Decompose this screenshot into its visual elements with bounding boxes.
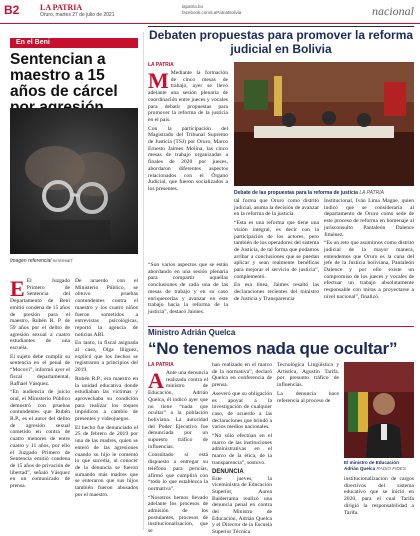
paragraph: Consultado si está dispuesto a entregar su teléfono para pericias, afirmó que cumplirá con “todo lo que establezca la normativa”. [148,452,208,492]
brand-facebook: facebook.com/LaPatriaBolivia [182,10,242,15]
left-caption-credit: INTERNET [52,258,73,263]
section-name: nacional [372,4,414,18]
minister-portrait [344,362,414,458]
paragraph: “Son varios aspectos que se están abordando en una sesión plenaria para compartir aquellas conclusiones de cada una de las mesas de trabajo y en su caso enriquecerlas y avanzar en este trabajo hacia la reforma de la justicia”, destacó Jaimes. [148,262,228,315]
left-photo-caption [10,258,73,264]
left-article-col2 [75,278,138,530]
second-article-kicker: Ministro Adrián Quelca [148,328,236,337]
paragraph: tal forma que Oruro como distrito judicial, asuma la decisión de avanzar en la reforma de la justicia. [234,198,319,218]
top-article-title: Debaten propuestas para promover la reforma judicial en Bolivia [148,28,414,56]
paragraph: E El Juzgado Primero de Sentencia del Departamento de Beni emitió condena de 15 años de presión para el maestro, Rubén R. P. de 59 años por el delito de agresión sexual a cuatro estudiantes de una escuela. [10,276,70,352]
paragraph: A Ante una denuncia realizada contra el ministro de Educación, Adrián Quelca, él indicó ayer que no tiene “nada que ocultar” a la población boliviana. La autoridad del Poder Ejecutivo fue denunciada por un supuesto tráfico de influencias. [148,368,208,450]
minister-photo [344,362,414,458]
top-article-rule [148,26,414,27]
left-article-kicker: En el Beni [10,38,138,48]
minister-caption-text: El ministro de Educación Adrián Quelca [344,460,399,471]
second-article-byline: LA PATRIA [148,362,174,368]
paragraph: El hecho fue denunciado el 25 de febrero de 2019 por una de las madres, quien se enteró de las agresiones cuando su hijo le comentó lo que sucedía, al conocer de la denuncia se fueron sumando más madres que se enteraron que sus hijos también fueron abusados por el maestro. [75,424,138,498]
left-article-title: Sentencian a maestro a 15 años de cárcel [10,51,118,100]
paragraph: Con la participación del Magistrado del Tribunal Supremo de Justicia (TSJ) por Oruro, Marco Ernesto Jaimes Molina, las cinco mesas de trabajo organizadas a finales de 2020 por jueces, abordaron diferentes aspectos relacionados con el Órgano Judicial, que fueron socializados a los presentes. [148,125,228,192]
paragraph: Rubén R.P., era maestro en la unidad educativa donde estudiaban las víctimas y aprovechaba su condición para realizar los toques impúdicos a cambio de presentes y videojuegos. [75,375,138,423]
dropcap: M [148,68,169,93]
column-divider [143,32,144,530]
paragraph: En esa línea, Jaimes resaltó las declaraciones recientes del ministro de Justicia y Transparencia [234,282,319,302]
left-article-col1 [10,278,70,530]
header-brand [182,4,241,16]
brand-site: lapatria.bo [182,4,204,9]
paragraph: “No sólo efectúan en el marco de las instituciones administrativas en el marco de la ética, de la transparencia”, sostuvo. [212,433,272,466]
paragraph: La denuncia hace referencia al proceso de [277,390,339,404]
masthead: LA PATRIA [40,3,83,12]
second-article-col4 [344,476,414,532]
top-article-col3 [324,198,414,322]
paragraph: Tecnológica Lingüística y Artística, Agustín Tarifa, por presunto tráfico de influencias. [277,362,339,389]
minister-photo-caption [344,460,414,471]
paragraph: El sujeto debe cumplir su sentencia en el penal de “Mocovi”, informó ayer el fiscal departamental, Rafhael Vásquez. [10,353,70,387]
top-article-col2 [234,198,319,322]
second-article-col2 [212,362,272,536]
top-article-col1 [148,70,228,258]
top-photo-caption [234,190,414,196]
handcuffs-photo [10,108,138,254]
paragraph: Este jueves, la viceministra de Educación Superior, Aurea Balderrama realizó una denuncia penal en contra del Ministro de Educación, Adrián Quelca y el Director de la Escuela Superior Técnica [212,475,272,536]
paragraph: “Es un reto que asumimos como distrito judicial de la mayor manera, entendemos que Oruro es la cuna del jefe de la Justicia boliviana, Pantaleón Dalence y por ello existe un compromiso de los jueces y vocales de efectuar un trabajo absolutamente responsable con miras a proyectarse a nivel nacional”, finalizó. [324,240,414,300]
paragraph: Aseveró que su obligación es apoyar a la investigación de cualquier caso, de acuerdo a las declaraciones que brindó a varios medios nacionales. [212,390,272,431]
dropcap: A [148,368,164,393]
dateline: Oruro, martes 27 de julio de 2021 [40,12,115,18]
paragraph: “Esta es una reforma que tiene una visión integral, es decir con la participación de los actores, pero también de los operadores del sistema de Justicia, de tal forma que podamos arribar a conclusiones que se puedan aplicar y sean realmente benéficas para mejorar el servicio de justicia”, complementó. [234,220,319,280]
handcuffs-illustration [10,108,138,254]
top-article-col1-cont [148,262,228,322]
second-article-rule [148,326,414,327]
paragraph: “Nosotros hemos llevado adelante los procesos de admisión de los postulantes, procesos de institucionalización, que se [148,494,208,535]
top-caption-text: Debate de las propuestas para la reforma de justicia [234,190,358,196]
minister-caption-credit: RADIO FIDES [376,465,406,471]
second-article-col1 [148,368,208,535]
second-article-col3 [277,362,339,504]
paragraph: En tanto, la fiscal asignada al caso, Olga Iñiguez, explicó que los hechos se registraron a principios del 2019. [75,340,138,374]
paragraph: han realizado en el marco de la normativa”, declaró Quelca en conferencia de prensa. [212,362,272,389]
left-caption-text: Imagen referencial [10,258,52,264]
paragraph: “En audiencia de juicio oral, el Ministerio Público demostró con pruebas contundentes que Rubén R.P., es el autor del delito de agresión sexual cometido en contra de cuatro menores de entre cuatro y 11 años, por ello el Juzgado Primero de Sentencia emitió condena de 15 años de privación de libertad”, señaló Vásquez en un comunicado de prensa. [10,389,70,490]
page-number: B2 [4,3,20,17]
top-caption-credit: LA PATRIA [359,190,384,196]
dropcap: E [10,276,25,301]
paragraph: M Mediante la formación de cinco mesas de trabajo, ayer se llevó adelante una sesión plenaria de coordinación entre jueces y vocales para debatir propuestas para promover la reforma de la justicia en el país. [148,68,228,123]
paragraph: De acuerdo con el Ministerio Público, se obtuvo pruebas contundentes contra el maestro y los cuatro niños fueron sometidos a entrevistas psicológicas, reportó la agencia de noticias ABI. [75,278,138,338]
paragraph: institucionalización de cargos directivos del sistema educativo que se inició en 2020, para el cual Tarifa dirigió la responsabilidad a Tarifa. [344,476,414,516]
second-article-title: “No tenemos nada que ocultar” [148,339,398,358]
meeting-room-illustration [234,62,414,186]
top-article-byline: LA PATRIA [148,62,174,68]
subheading: DENUNCIA [212,468,244,475]
judicial-meeting-photo [234,62,414,186]
paragraph: Institucional, Iván Lima Magne, quien indicó que se consideraría al departamento de Oruro como sede de este proceso de reforma en homenaje al jurisconsulto Pantaleón Dalence Jiménez. [324,198,414,238]
